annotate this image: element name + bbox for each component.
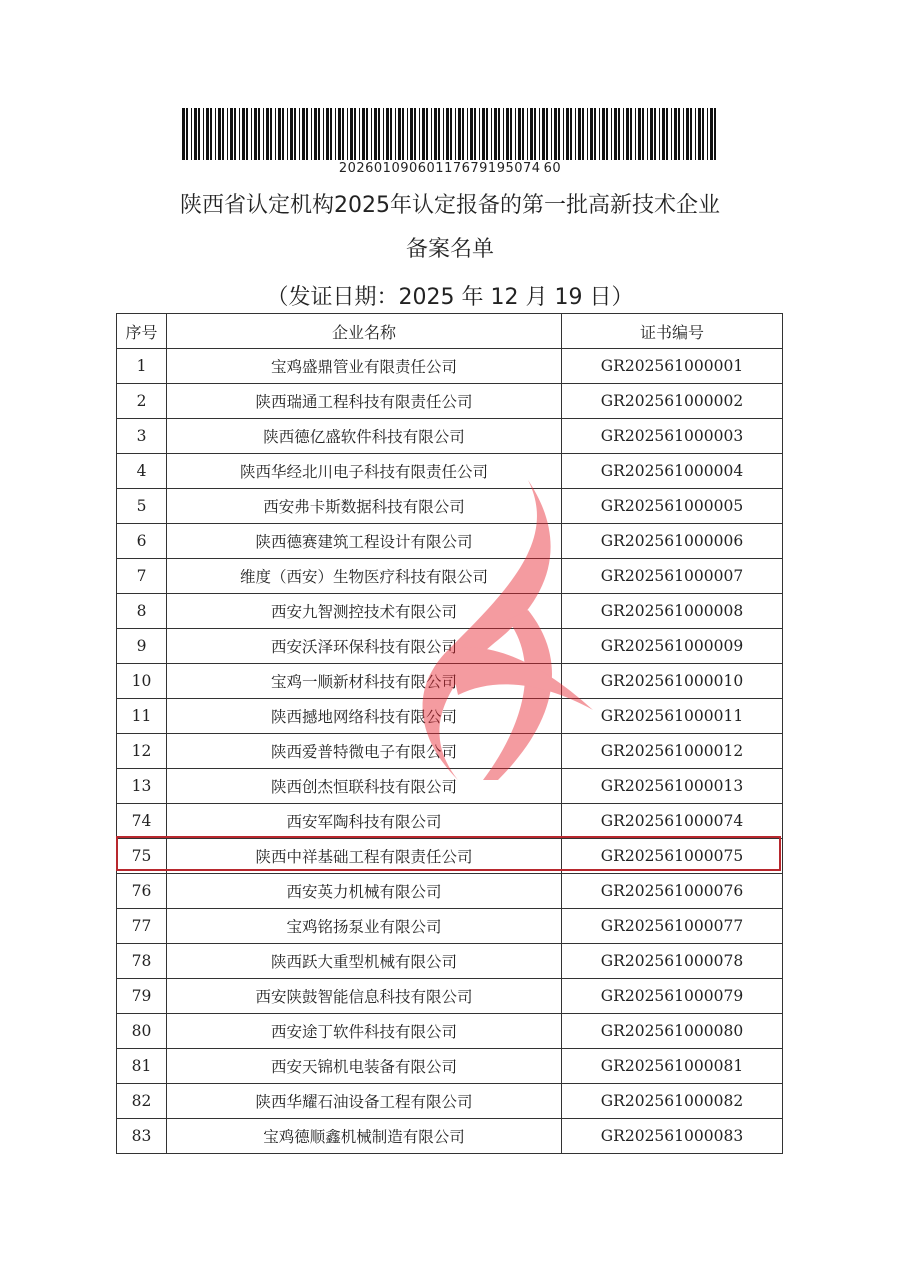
barcode-bar: [635, 108, 636, 160]
barcode-bar: [450, 108, 452, 160]
barcode-bar: [474, 108, 476, 160]
row-company-name: 陕西华耀石油设备工程有限公司: [167, 1084, 562, 1119]
barcode-bar: [431, 108, 432, 160]
barcode-bar: [246, 108, 248, 160]
table-row: [117, 874, 783, 909]
barcode-bar: [563, 108, 564, 160]
barcode-bar: [330, 108, 332, 160]
barcode-bar: [527, 108, 528, 160]
barcode-bar: [182, 108, 185, 160]
barcode-bar: [587, 108, 588, 160]
document-subtitle: 备案名单: [405, 237, 494, 262]
row-serial: 10: [117, 664, 167, 699]
barcode-bar: [659, 108, 660, 160]
barcode-bar: [530, 108, 533, 160]
row-company-name: 陕西跃大重型机械有限公司: [167, 944, 562, 979]
barcode-bar: [683, 108, 684, 160]
barcode-bar: [518, 108, 521, 160]
barcode-bar: [323, 108, 324, 160]
barcode-bar: [578, 108, 581, 160]
row-company-name: 宝鸡铭扬泵业有限公司: [167, 909, 562, 944]
barcode-number: 20260109060117679195074 60: [338, 161, 562, 176]
table-row: [117, 804, 783, 839]
barcode-bar: [275, 108, 276, 160]
table-row: [117, 979, 783, 1014]
header-company-name: 企业名称: [167, 314, 562, 349]
row-certificate-number: GR202561000074: [562, 804, 783, 839]
row-certificate-number: GR202561000081: [562, 1049, 783, 1084]
barcode-bar: [714, 108, 716, 160]
table-row: [117, 1049, 783, 1084]
row-serial: 83: [117, 1119, 167, 1154]
barcode-bar: [395, 108, 396, 160]
barcode-bar: [542, 108, 545, 160]
barcode-bar: [594, 108, 596, 160]
row-serial: 75: [117, 839, 167, 874]
barcode-bar: [647, 108, 648, 160]
barcode-bar: [662, 108, 665, 160]
barcode-bar: [254, 108, 257, 160]
barcode-bar: [654, 108, 656, 160]
barcode-bar: [374, 108, 377, 160]
barcode-bar: [302, 108, 305, 160]
barcode-bar: [278, 108, 281, 160]
row-company-name: 宝鸡德顺鑫机械制造有限公司: [167, 1119, 562, 1154]
barcode-bar: [614, 108, 617, 160]
barcode-bar: [546, 108, 548, 160]
barcode-bar: [426, 108, 428, 160]
row-company-name: 西安陕鼓智能信息科技有限公司: [167, 979, 562, 1014]
table-row: [117, 1014, 783, 1049]
barcode-bar: [638, 108, 641, 160]
barcode-bar: [410, 108, 413, 160]
row-serial: 80: [117, 1014, 167, 1049]
table-row: [117, 1119, 783, 1154]
barcode-bar: [522, 108, 524, 160]
row-company-name: 陕西爱普特微电子有限公司: [167, 734, 562, 769]
barcode-bar: [566, 108, 569, 160]
row-company-name: 西安沃泽环保科技有限公司: [167, 629, 562, 664]
barcode-bar: [198, 108, 200, 160]
row-certificate-number: GR202561000005: [562, 489, 783, 524]
barcode-bar: [599, 108, 600, 160]
row-serial: 1: [117, 349, 167, 384]
issue-date: （发证日期：2025 年 12 月 19 日）: [266, 285, 634, 310]
barcode-bar: [503, 108, 504, 160]
barcode-bar: [203, 108, 204, 160]
table-row: [117, 349, 783, 384]
barcode-bar: [606, 108, 608, 160]
barcode: [182, 108, 718, 160]
barcode-bar: [263, 108, 264, 160]
barcode-bar: [558, 108, 560, 160]
row-certificate-number: GR202561000008: [562, 594, 783, 629]
row-certificate-number: GR202561000082: [562, 1084, 783, 1119]
row-serial: 9: [117, 629, 167, 664]
barcode-bar: [462, 108, 464, 160]
barcode-bar: [623, 108, 624, 160]
barcode-bar: [215, 108, 216, 160]
barcode-bar: [419, 108, 420, 160]
barcode-bar: [486, 108, 488, 160]
barcode-bar: [299, 108, 300, 160]
barcode-bar: [710, 108, 713, 160]
barcode-bar: [186, 108, 188, 160]
row-serial: 82: [117, 1084, 167, 1119]
row-company-name: 西安英力机械有限公司: [167, 874, 562, 909]
row-certificate-number: GR202561000010: [562, 664, 783, 699]
row-certificate-number: GR202561000012: [562, 734, 783, 769]
table-header-row: [117, 314, 783, 349]
barcode-bar: [347, 108, 348, 160]
barcode-bar: [350, 108, 353, 160]
barcode-bar: [470, 108, 473, 160]
barcode-bar: [491, 108, 492, 160]
barcode-bar: [206, 108, 209, 160]
barcode-bar: [695, 108, 696, 160]
barcode-bar: [642, 108, 644, 160]
barcode-bar: [362, 108, 365, 160]
barcode-bar: [479, 108, 480, 160]
barcode-bar: [218, 108, 221, 160]
barcode-bar: [266, 108, 269, 160]
row-certificate-number: GR202561000004: [562, 454, 783, 489]
row-certificate-number: GR202561000011: [562, 699, 783, 734]
row-company-name: 陕西瑞通工程科技有限责任公司: [167, 384, 562, 419]
row-serial: 5: [117, 489, 167, 524]
row-certificate-number: GR202561000006: [562, 524, 783, 559]
barcode-bar: [222, 108, 224, 160]
barcode-bar: [434, 108, 437, 160]
barcode-bar: [210, 108, 212, 160]
row-certificate-number: GR202561000078: [562, 944, 783, 979]
barcode-bar: [515, 108, 516, 160]
table-row: [117, 909, 783, 944]
barcode-bar: [398, 108, 401, 160]
barcode-bar: [510, 108, 512, 160]
row-serial: 6: [117, 524, 167, 559]
table-row: [117, 1084, 783, 1119]
barcode-bar: [570, 108, 572, 160]
row-company-name: 陕西创杰恒联科技有限公司: [167, 769, 562, 804]
row-company-name: 陕西德亿盛软件科技有限公司: [167, 419, 562, 454]
row-certificate-number: GR202561000075: [562, 839, 783, 874]
row-certificate-number: GR202561000013: [562, 769, 783, 804]
barcode-bar: [690, 108, 692, 160]
barcode-bar: [359, 108, 360, 160]
barcode-bar: [290, 108, 293, 160]
barcode-bar: [678, 108, 680, 160]
barcode-bar: [270, 108, 272, 160]
barcode-bar: [551, 108, 552, 160]
barcode-bar: [227, 108, 228, 160]
barcode-bar: [234, 108, 236, 160]
barcode-bar: [335, 108, 336, 160]
barcode-bar: [422, 108, 425, 160]
header-certificate-number: 证书编号: [562, 314, 783, 349]
row-certificate-number: GR202561000009: [562, 629, 783, 664]
row-company-name: 陕西华经北川电子科技有限责任公司: [167, 454, 562, 489]
barcode-bar: [506, 108, 509, 160]
row-serial: 11: [117, 699, 167, 734]
row-certificate-number: GR202561000083: [562, 1119, 783, 1154]
row-certificate-number: GR202561000079: [562, 979, 783, 1014]
row-serial: 4: [117, 454, 167, 489]
barcode-bar: [707, 108, 708, 160]
barcode-bar: [294, 108, 296, 160]
barcode-bar: [338, 108, 341, 160]
barcode-bar: [630, 108, 632, 160]
barcode-bar: [534, 108, 536, 160]
document-title: 陕西省认定机构2025年认定报备的第一批高新技术企业: [180, 193, 720, 218]
barcode-bar: [194, 108, 197, 160]
table-row: [117, 419, 783, 454]
barcode-bar: [239, 108, 240, 160]
row-serial: 77: [117, 909, 167, 944]
row-serial: 12: [117, 734, 167, 769]
row-certificate-number: GR202561000007: [562, 559, 783, 594]
row-company-name: 宝鸡盛鼎管业有限责任公司: [167, 349, 562, 384]
row-serial: 8: [117, 594, 167, 629]
row-serial: 3: [117, 419, 167, 454]
row-serial: 7: [117, 559, 167, 594]
table-row: [117, 839, 783, 874]
barcode-bar: [498, 108, 500, 160]
barcode-bar: [251, 108, 252, 160]
barcode-bar: [258, 108, 260, 160]
barcode-bar: [354, 108, 356, 160]
row-certificate-number: GR202561000076: [562, 874, 783, 909]
row-certificate-number: GR202561000003: [562, 419, 783, 454]
barcode-bar: [318, 108, 320, 160]
barcode-bar: [539, 108, 540, 160]
barcode-bar: [671, 108, 672, 160]
barcode-bar: [650, 108, 653, 160]
barcode-bar: [455, 108, 456, 160]
row-certificate-number: GR202561000077: [562, 909, 783, 944]
barcode-bar: [575, 108, 576, 160]
barcode-bar: [378, 108, 380, 160]
barcode-bar: [494, 108, 497, 160]
row-company-name: 陕西德赛建筑工程设计有限公司: [167, 524, 562, 559]
row-company-name: 宝鸡一顺新材科技有限公司: [167, 664, 562, 699]
barcode-bar: [674, 108, 677, 160]
barcode-bar: [326, 108, 329, 160]
row-certificate-number: GR202561000080: [562, 1014, 783, 1049]
barcode-bar: [482, 108, 485, 160]
barcode-bar: [314, 108, 317, 160]
row-serial: 74: [117, 804, 167, 839]
barcode-bar: [702, 108, 704, 160]
barcode-bar: [626, 108, 629, 160]
row-serial: 2: [117, 384, 167, 419]
barcode-bar: [407, 108, 408, 160]
barcode-bar: [287, 108, 288, 160]
barcode-bar: [414, 108, 416, 160]
barcode-bar: [191, 108, 192, 160]
barcode-bar: [282, 108, 284, 160]
barcode-bar: [458, 108, 461, 160]
barcode-bar: [230, 108, 233, 160]
row-serial: 81: [117, 1049, 167, 1084]
emblem-watermark: [388, 480, 598, 790]
barcode-bar: [582, 108, 584, 160]
row-certificate-number: GR202561000001: [562, 349, 783, 384]
barcode-bar: [446, 108, 449, 160]
barcode-bar: [311, 108, 312, 160]
row-serial: 79: [117, 979, 167, 1014]
barcode-bar: [242, 108, 245, 160]
barcode-bar: [383, 108, 384, 160]
header-serial: 序号: [117, 314, 167, 349]
barcode-bar: [443, 108, 444, 160]
barcode-bar: [467, 108, 468, 160]
barcode-bar: [666, 108, 668, 160]
barcode-bar: [438, 108, 440, 160]
barcode-bar: [590, 108, 593, 160]
barcode-bar: [390, 108, 392, 160]
barcode-bar: [386, 108, 389, 160]
row-certificate-number: GR202561000002: [562, 384, 783, 419]
row-serial: 76: [117, 874, 167, 909]
table-row: [117, 384, 783, 419]
row-company-name: 西安天锦机电装备有限公司: [167, 1049, 562, 1084]
row-company-name: 西安弗卡斯数据科技有限公司: [167, 489, 562, 524]
row-company-name: 维度（西安）生物医疗科技有限公司: [167, 559, 562, 594]
barcode-bar: [602, 108, 605, 160]
barcode-bar: [698, 108, 701, 160]
barcode-bar: [402, 108, 404, 160]
row-serial: 78: [117, 944, 167, 979]
barcode-bar: [371, 108, 372, 160]
barcode-bar: [618, 108, 620, 160]
row-serial: 13: [117, 769, 167, 804]
row-company-name: 西安途丁软件科技有限公司: [167, 1014, 562, 1049]
table-row: [117, 944, 783, 979]
barcode-bar: [554, 108, 557, 160]
barcode-bar: [342, 108, 344, 160]
barcode-bar: [611, 108, 612, 160]
row-company-name: 陕西撼地网络科技有限公司: [167, 699, 562, 734]
row-company-name: 西安军陶科技有限公司: [167, 804, 562, 839]
barcode-bar: [306, 108, 308, 160]
row-company-name: 西安九智测控技术有限公司: [167, 594, 562, 629]
barcode-bar: [686, 108, 689, 160]
barcode-bar: [366, 108, 368, 160]
row-company-name: 陕西中祥基础工程有限责任公司: [167, 839, 562, 874]
